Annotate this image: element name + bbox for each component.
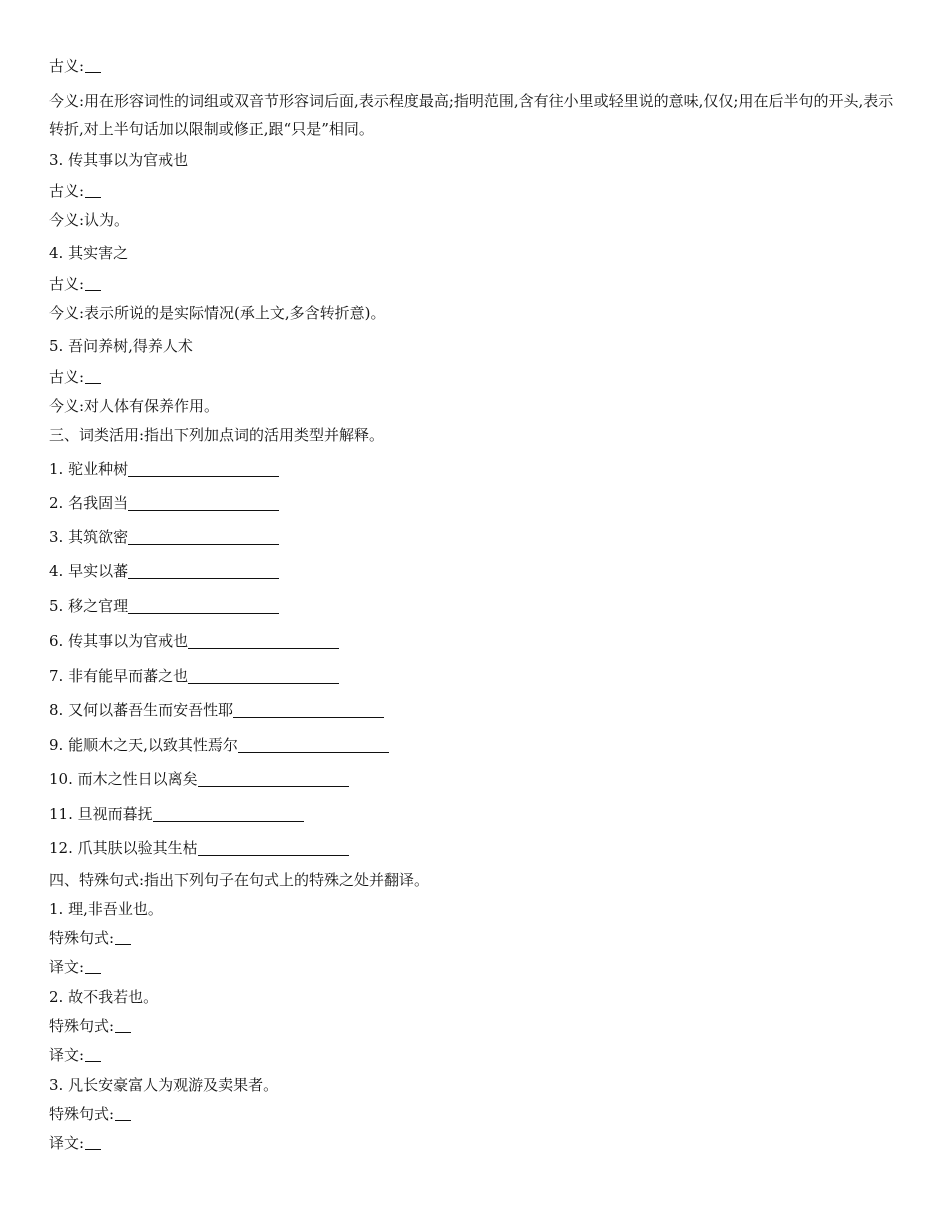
answer-line[interactable] (128, 598, 279, 614)
fill-item: 10. 而木之性日以离矣 (49, 769, 899, 789)
fill-item: 2. 名我固当 (49, 493, 899, 513)
answer-blank[interactable] (85, 183, 101, 198)
fill-item: 1. 驼业种树 (49, 459, 899, 479)
doc-line: 2. 故不我若也。 (49, 988, 159, 1006)
doc-line: 译文: (49, 1045, 899, 1065)
doc-line: 古义: (49, 56, 899, 76)
fill-item: 3. 其筑欲密 (49, 527, 899, 547)
answer-blank[interactable] (115, 1018, 131, 1033)
answer-line[interactable] (198, 771, 349, 787)
doc-line: 古义: (49, 367, 899, 387)
answer-line[interactable] (128, 563, 279, 579)
doc-line: 4. 其实害之 (49, 244, 129, 262)
answer-line[interactable] (238, 737, 389, 753)
answer-line[interactable] (153, 806, 304, 822)
answer-blank[interactable] (115, 1106, 131, 1121)
answer-line[interactable] (188, 633, 339, 649)
fill-item: 7. 非有能早而蕃之也 (49, 666, 899, 686)
section-heading: 三、词类活用:指出下列加点词的活用类型并解释。 (49, 426, 385, 444)
answer-line[interactable] (233, 702, 384, 718)
doc-line: 5. 吾问养树,得养人术 (49, 337, 193, 355)
doc-line: 译文: (49, 957, 899, 977)
fill-item: 4. 早实以蕃 (49, 561, 899, 581)
doc-line: 3. 凡长安豪富人为观游及卖果者。 (49, 1076, 279, 1094)
answer-blank[interactable] (85, 959, 101, 974)
doc-line: 3. 传其事以为官戒也 (49, 151, 189, 169)
fill-item: 11. 旦视而暮抚 (49, 804, 899, 824)
fill-item: 9. 能顺木之天,以致其性焉尔 (49, 735, 899, 755)
doc-line: 1. 理,非吾业也。 (49, 900, 163, 918)
doc-line: 译文: (49, 1133, 899, 1153)
answer-blank[interactable] (85, 1135, 101, 1150)
answer-line[interactable] (198, 840, 349, 856)
answer-blank[interactable] (85, 276, 101, 291)
doc-line: 特殊句式: (49, 928, 899, 948)
doc-line: 古义: (49, 181, 899, 201)
answer-blank[interactable] (85, 58, 101, 73)
section-heading: 四、特殊句式:指出下列句子在句式上的特殊之处并翻译。 (49, 871, 430, 889)
doc-line: 特殊句式: (49, 1104, 899, 1124)
answer-blank[interactable] (85, 369, 101, 384)
doc-line: 今义:认为。 (49, 211, 130, 229)
fill-item: 12. 爪其肤以验其生枯 (49, 838, 899, 858)
doc-line: 古义: (49, 274, 899, 294)
fill-item: 6. 传其事以为官戒也 (49, 631, 899, 651)
answer-line[interactable] (128, 461, 279, 477)
answer-blank[interactable] (85, 1047, 101, 1062)
doc-line: 特殊句式: (49, 1016, 899, 1036)
doc-line: 今义:表示所说的是实际情况(承上文,多含转折意)。 (49, 304, 386, 322)
answer-line[interactable] (188, 668, 339, 684)
fill-item: 8. 又何以蕃吾生而安吾性耶 (49, 700, 899, 720)
answer-line[interactable] (128, 495, 279, 511)
doc-line: 今义:对人体有保养作用。 (49, 397, 220, 415)
answer-blank[interactable] (115, 930, 131, 945)
fill-item: 5. 移之官理 (49, 596, 899, 616)
answer-line[interactable] (128, 529, 279, 545)
doc-paragraph: 今义:用在形容词性的词组或双音节形容词后面,表示程度最高;指明范围,含有往小里或轻里说的意味,仅仅;用在后半句的开头,表示转折,对上半句话加以限制或修正,跟“只是”相同。 (49, 92, 894, 138)
